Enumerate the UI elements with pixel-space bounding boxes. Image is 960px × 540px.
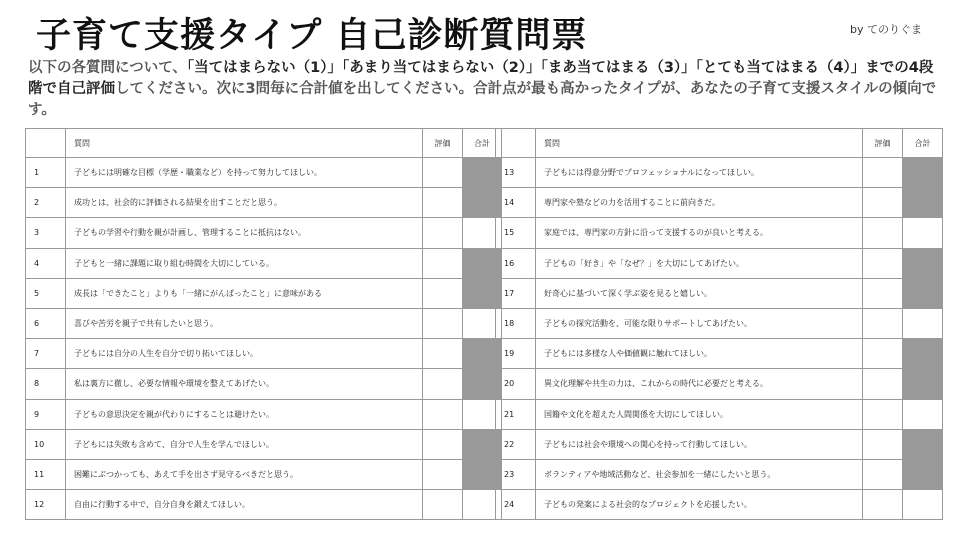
score-cell[interactable] xyxy=(423,369,463,399)
score-cell[interactable] xyxy=(423,158,463,188)
question-text: 専門家や塾などの力を活用することに前向きだ。 xyxy=(536,188,863,218)
table-row xyxy=(496,188,943,218)
table-row xyxy=(496,459,943,489)
header-total: 合計 xyxy=(903,129,943,158)
question-text: 子どもの「好き」や「なぜ？」を大切にしてあげたい。 xyxy=(536,248,863,278)
score-cell[interactable] xyxy=(863,459,903,489)
score-cell[interactable] xyxy=(863,278,903,308)
question-text: 子どもには失敗も含めて、自分で人生を学んでほしい。 xyxy=(66,429,423,459)
author-byline: by てのりぐま xyxy=(850,23,922,36)
total-cell-shaded xyxy=(903,369,943,399)
question-text: 私は裏方に徹し、必要な情報や環境を整えてあげたい。 xyxy=(66,369,423,399)
score-cell[interactable] xyxy=(423,308,463,338)
score-cell[interactable] xyxy=(423,399,463,429)
question-number: 12 xyxy=(26,490,66,520)
score-cell[interactable] xyxy=(863,218,903,248)
question-text: 異文化理解や共生の力は、これからの時代に必要だと考える。 xyxy=(536,369,863,399)
table-row xyxy=(26,399,502,429)
header-score: 評価 xyxy=(863,129,903,158)
header-number xyxy=(26,129,66,158)
question-number: 1 xyxy=(26,158,66,188)
total-cell[interactable] xyxy=(903,399,943,429)
question-text: 喜びや苦労を親子で共有したいと思う。 xyxy=(66,308,423,338)
question-text: ボランティアや地域活動など、社会参加を一緒にしたいと思う。 xyxy=(536,459,863,489)
question-number: 16 xyxy=(496,248,536,278)
question-text: 成功とは、社会的に評価される結果を出すことだと思う。 xyxy=(66,188,423,218)
total-cell[interactable] xyxy=(903,490,943,520)
score-cell[interactable] xyxy=(863,308,903,338)
total-cell[interactable] xyxy=(903,218,943,248)
table-row xyxy=(26,490,502,520)
header-question: 質問 xyxy=(536,129,863,158)
header-total: 合計 xyxy=(463,129,502,158)
score-cell[interactable] xyxy=(423,248,463,278)
table-row xyxy=(496,158,943,188)
total-cell-shaded xyxy=(903,188,943,218)
question-text: 子どもの発案による社会的なプロジェクトを応援したい。 xyxy=(536,490,863,520)
question-number: 14 xyxy=(496,188,536,218)
question-number: 18 xyxy=(496,308,536,338)
question-number: 5 xyxy=(26,278,66,308)
instructions-part-2: してください。次に3問毎に合計値を出してください。合計点が最も高かったタイプが、あなたの子育て支援スタイルの傾向です。 xyxy=(28,81,937,118)
total-cell-shaded xyxy=(903,278,943,308)
table-row xyxy=(496,369,943,399)
score-cell[interactable] xyxy=(863,490,903,520)
table-row xyxy=(496,278,943,308)
score-cell[interactable] xyxy=(863,399,903,429)
table-row xyxy=(496,308,943,338)
score-cell[interactable] xyxy=(423,490,463,520)
header-score: 評価 xyxy=(423,129,463,158)
question-text: 子どもには多様な人や価値観に触れてほしい。 xyxy=(536,339,863,369)
score-cell[interactable] xyxy=(863,339,903,369)
question-number: 21 xyxy=(496,399,536,429)
score-cell[interactable] xyxy=(423,188,463,218)
table-row xyxy=(26,278,502,308)
header-question: 質問 xyxy=(66,129,423,158)
question-text: 子どもには社会や環境への関心を持って行動してほしい。 xyxy=(536,429,863,459)
page-title: 子育て支援タイプ 自己診断質問票 xyxy=(36,16,588,56)
question-number: 3 xyxy=(26,218,66,248)
question-number: 20 xyxy=(496,369,536,399)
question-table-right xyxy=(495,128,943,520)
question-number: 17 xyxy=(496,278,536,308)
table-header-row xyxy=(496,129,943,158)
table-row xyxy=(26,158,502,188)
table-row xyxy=(26,459,502,489)
question-text: 子どもの探究活動を、可能な限りサポートしてあげたい。 xyxy=(536,308,863,338)
instructions-part-1: 以下の各質問について、 xyxy=(28,60,187,76)
score-cell[interactable] xyxy=(423,339,463,369)
table-row xyxy=(26,308,502,338)
question-number: 2 xyxy=(26,188,66,218)
question-number: 7 xyxy=(26,339,66,369)
table-row xyxy=(496,218,943,248)
question-text: 家庭では、専門家の方針に沿って支援するのが良いと考える。 xyxy=(536,218,863,248)
question-text: 成長は「できたこと」よりも「一緒にがんばったこと」に意味がある xyxy=(66,278,423,308)
total-cell-shaded xyxy=(903,339,943,369)
question-number: 10 xyxy=(26,429,66,459)
table-row xyxy=(496,490,943,520)
total-cell-shaded xyxy=(903,429,943,459)
table-row xyxy=(26,339,502,369)
question-text: 子どもには得意分野でプロフェッショナルになってほしい。 xyxy=(536,158,863,188)
table-header-row xyxy=(26,129,502,158)
question-number: 9 xyxy=(26,399,66,429)
question-number: 24 xyxy=(496,490,536,520)
score-cell[interactable] xyxy=(863,369,903,399)
score-cell[interactable] xyxy=(863,429,903,459)
table-row xyxy=(496,339,943,369)
score-cell[interactable] xyxy=(863,188,903,218)
question-text: 子どもの学習や行動を親が計画し、管理することに抵抗はない。 xyxy=(66,218,423,248)
question-text: 困難にぶつかっても、あえて手を出さず見守るべきだと思う。 xyxy=(66,459,423,489)
table-row xyxy=(26,369,502,399)
table-row xyxy=(26,429,502,459)
table-row xyxy=(496,248,943,278)
total-cell-shaded xyxy=(903,459,943,489)
total-cell-shaded xyxy=(903,248,943,278)
instructions xyxy=(28,58,940,121)
total-cell-shaded xyxy=(903,158,943,188)
question-text: 子どもの意思決定を親が代わりにすることは避けたい。 xyxy=(66,399,423,429)
score-cell[interactable] xyxy=(423,459,463,489)
question-number: 11 xyxy=(26,459,66,489)
question-number: 15 xyxy=(496,218,536,248)
total-cell[interactable] xyxy=(903,308,943,338)
question-number: 4 xyxy=(26,248,66,278)
table-row xyxy=(26,218,502,248)
header-number xyxy=(496,129,536,158)
question-number: 6 xyxy=(26,308,66,338)
table-row xyxy=(26,248,502,278)
score-cell[interactable] xyxy=(423,429,463,459)
score-cell[interactable] xyxy=(863,248,903,278)
score-cell[interactable] xyxy=(423,218,463,248)
question-text: 子どもと一緒に課題に取り組む時間を大切にしている。 xyxy=(66,248,423,278)
question-text: 自由に行動する中で、自分自身を鍛えてほしい。 xyxy=(66,490,423,520)
table-row xyxy=(26,188,502,218)
score-cell[interactable] xyxy=(423,278,463,308)
question-text: 国籍や文化を超えた人間関係を大切にしてほしい。 xyxy=(536,399,863,429)
question-number: 13 xyxy=(496,158,536,188)
question-text: 子どもには明確な目標（学歴・職業など）を持って努力してほしい。 xyxy=(66,158,423,188)
score-cell[interactable] xyxy=(863,158,903,188)
question-text: 子どもには自分の人生を自分で切り拓いてほしい。 xyxy=(66,339,423,369)
table-row xyxy=(496,429,943,459)
question-number: 19 xyxy=(496,339,536,369)
question-table-left xyxy=(25,128,502,520)
question-text: 好奇心に基づいて深く学ぶ姿を見ると嬉しい。 xyxy=(536,278,863,308)
table-row xyxy=(496,399,943,429)
question-number: 8 xyxy=(26,369,66,399)
question-number: 22 xyxy=(496,429,536,459)
question-number: 23 xyxy=(496,459,536,489)
instructions-scale: 「当てはまらない（1）」「あまり当てはまらない（2）」「まあ当てはまる（3）」「とても当てはまる（4）」までの4段階で自己評価 xyxy=(28,60,934,97)
